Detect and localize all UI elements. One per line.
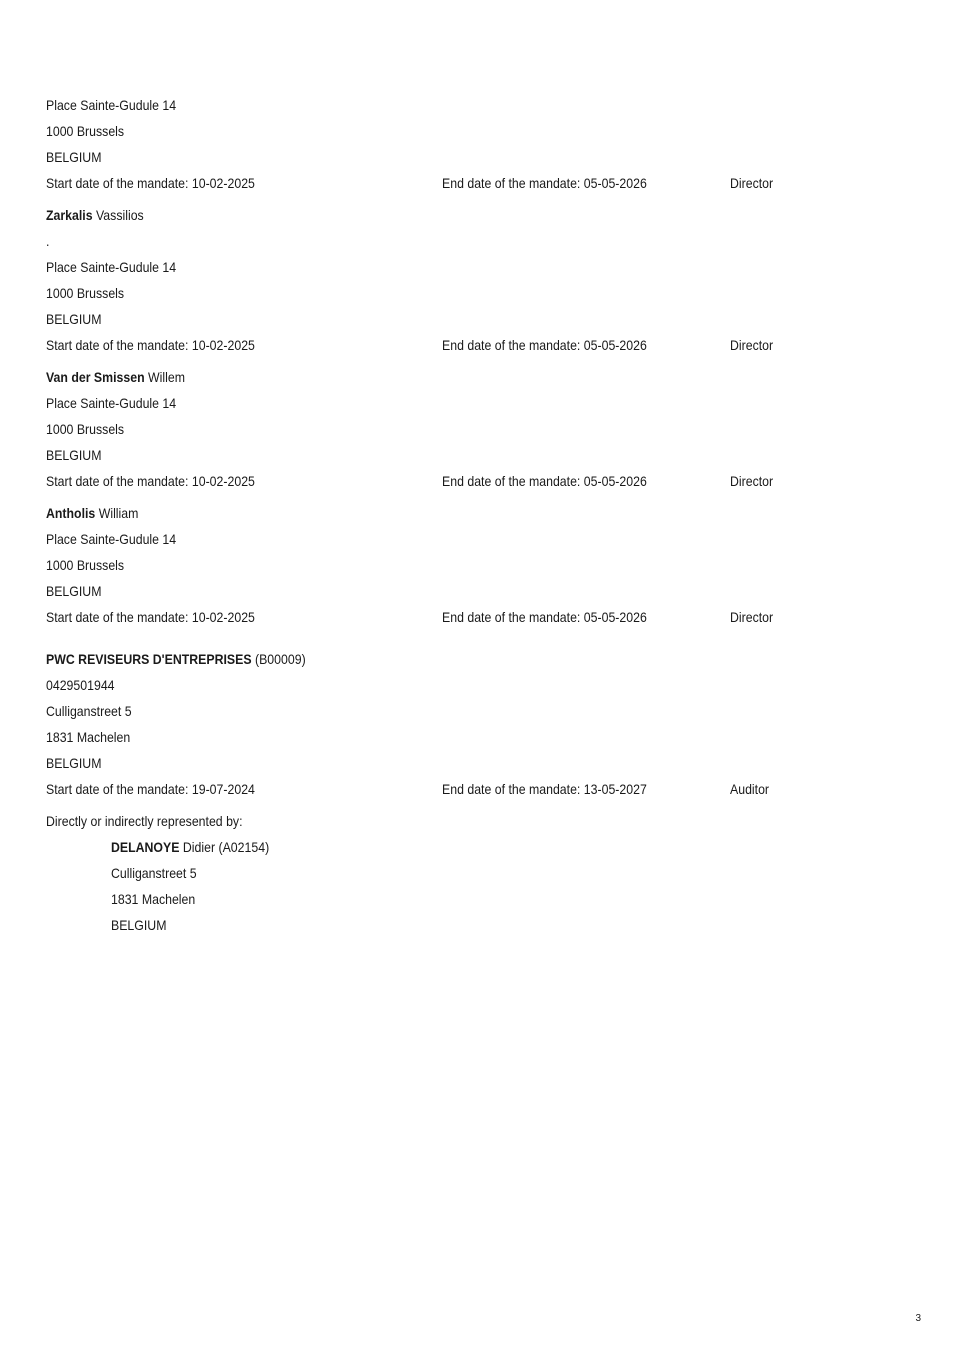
- address-country: BELGIUM: [46, 311, 102, 327]
- mandate-end: End date of the mandate: 05-05-2026: [442, 609, 647, 625]
- person-surname: Zarkalis: [46, 207, 93, 223]
- mandate-end: End date of the mandate: 05-05-2026: [442, 175, 647, 191]
- page-number: 3: [915, 1313, 921, 1324]
- person-surname: Van der Smissen: [46, 369, 145, 385]
- person-given-name: Vassilios: [92, 207, 144, 223]
- person-name: [46, 205, 144, 225]
- mandate-start: Start date of the mandate: 10-02-2025: [46, 609, 255, 625]
- auditor-code: (B00009): [251, 651, 306, 667]
- address-country: BELGIUM: [46, 447, 102, 463]
- representative-given-name: Didier (A02154): [179, 839, 270, 855]
- mandate-role: Director: [730, 337, 774, 353]
- mandate-role: Director: [730, 609, 774, 625]
- person-surname: Antholis: [46, 505, 96, 521]
- person-extra-line: .: [46, 233, 50, 249]
- address-city: 1000 Brussels: [46, 557, 125, 573]
- mandate-start: Start date of the mandate: 10-02-2025: [46, 473, 255, 489]
- mandate-role: Director: [730, 473, 774, 489]
- representative-surname: DELANOYE: [111, 839, 180, 855]
- mandate-start: Start date of the mandate: 10-02-2025: [46, 337, 255, 353]
- auditor-name: [46, 649, 306, 669]
- address-country: BELGIUM: [46, 755, 102, 771]
- representative-name: [111, 837, 269, 857]
- address-country: BELGIUM: [46, 149, 102, 165]
- address-street: Place Sainte-Gudule 14: [46, 259, 177, 275]
- address-street: Culliganstreet 5: [46, 703, 132, 719]
- address-country: BELGIUM: [46, 583, 102, 599]
- auditor-company-number: 0429501944: [46, 677, 115, 693]
- address-street: Place Sainte-Gudule 14: [46, 531, 177, 547]
- address-city: 1831 Machelen: [46, 729, 131, 745]
- address-street: Place Sainte-Gudule 14: [46, 97, 177, 113]
- address-city: 1000 Brussels: [46, 123, 125, 139]
- address-city: 1831 Machelen: [111, 891, 196, 907]
- mandate-start: Start date of the mandate: 19-07-2024: [46, 781, 255, 797]
- mandate-role: Auditor: [730, 781, 770, 797]
- address-city: 1000 Brussels: [46, 421, 125, 437]
- mandate-end: End date of the mandate: 13-05-2027: [442, 781, 647, 797]
- mandate-end: End date of the mandate: 05-05-2026: [442, 337, 647, 353]
- address-street: Place Sainte-Gudule 14: [46, 395, 177, 411]
- person-name: [46, 503, 138, 523]
- address-country: BELGIUM: [111, 917, 167, 933]
- mandate-end: End date of the mandate: 05-05-2026: [442, 473, 647, 489]
- person-name: [46, 367, 185, 387]
- address-street: Culliganstreet 5: [111, 865, 197, 881]
- person-given-name: William: [95, 505, 139, 521]
- mandate-start: Start date of the mandate: 10-02-2025: [46, 175, 255, 191]
- person-given-name: Willem: [144, 369, 185, 385]
- address-city: 1000 Brussels: [46, 285, 125, 301]
- mandate-role: Director: [730, 175, 774, 191]
- represented-by-label: Directly or indirectly represented by:: [46, 813, 243, 829]
- auditor-company-name: PWC REVISEURS D'ENTREPRISES: [46, 651, 252, 667]
